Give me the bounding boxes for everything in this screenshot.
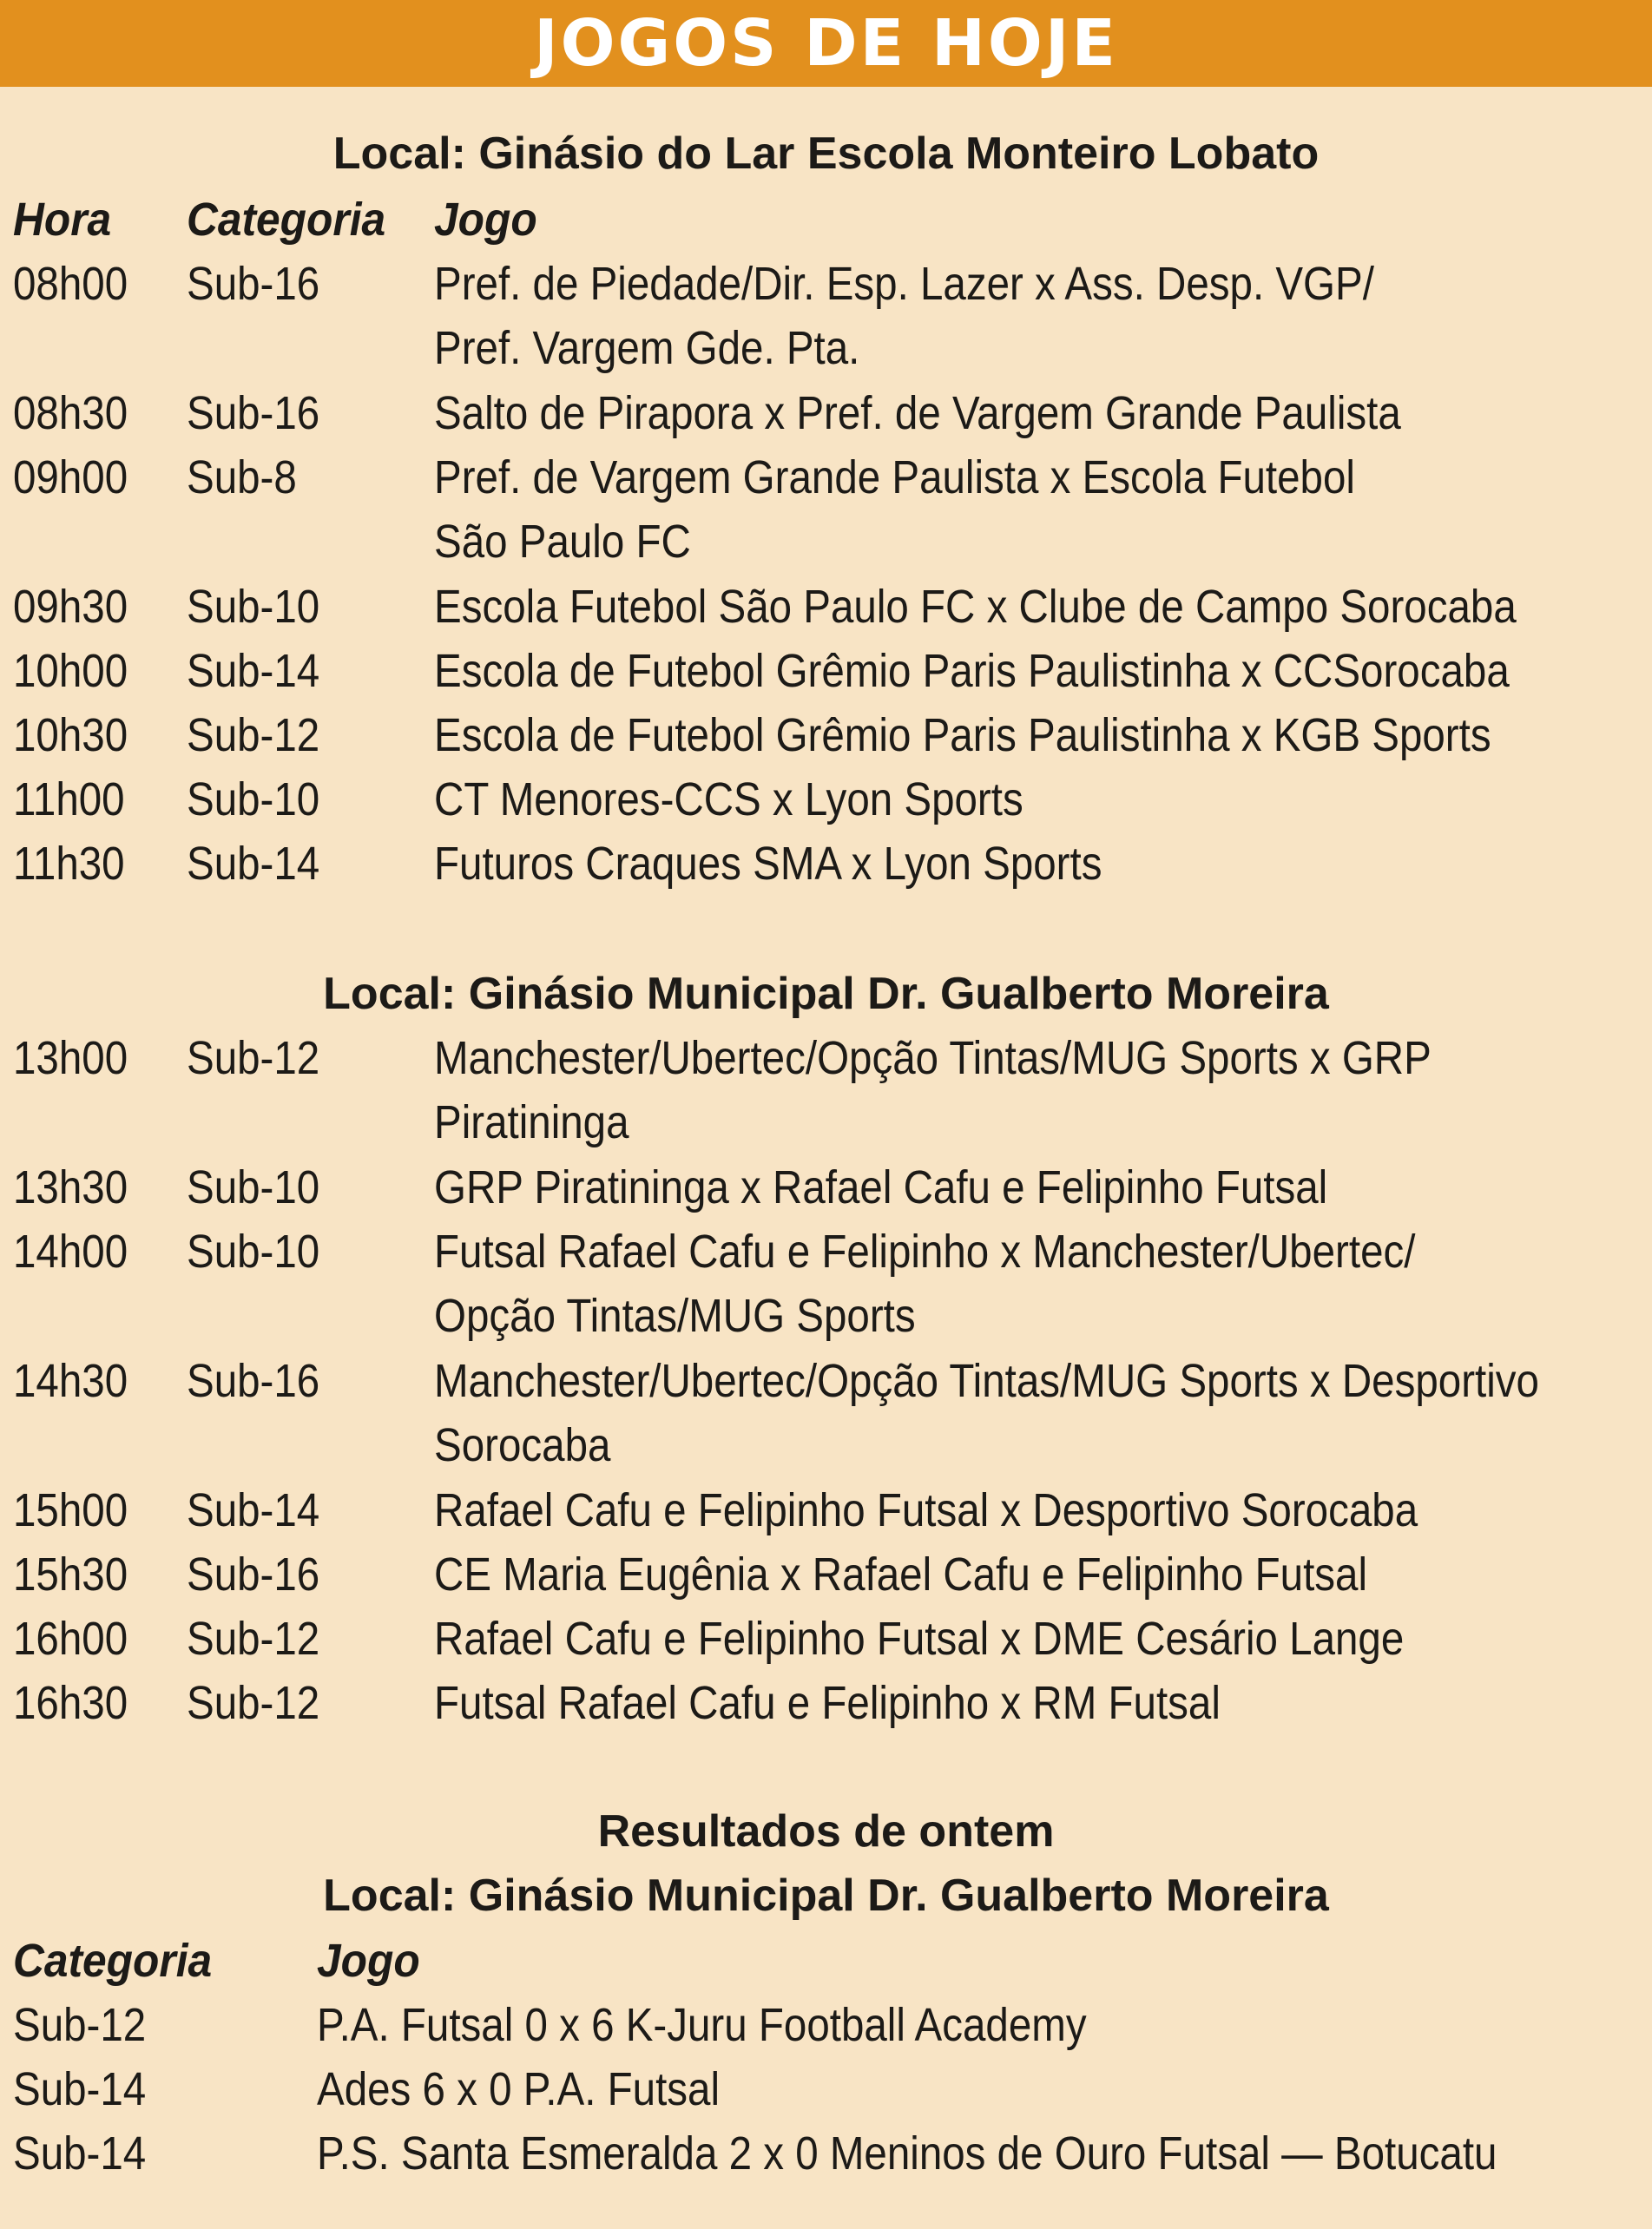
- table-row: [0, 2121, 1652, 2186]
- match-category: Sub-12: [187, 1032, 320, 1084]
- match-time: 13h30: [13, 1161, 128, 1213]
- match-teams: Futsal Rafael Cafu e Felipinho x RM Futsal: [434, 1677, 1221, 1729]
- match-category: Sub-12: [187, 709, 320, 761]
- match-category: Sub-10: [187, 1161, 320, 1213]
- table-row: [0, 1993, 1652, 2057]
- match-teams: Manchester/Ubertec/Opção Tintas/MUG Sports x GRP: [434, 1032, 1432, 1084]
- table-row: [0, 767, 1652, 832]
- table-row: [0, 1607, 1652, 1671]
- table-row: [0, 445, 1652, 574]
- match-category: Sub-14: [187, 838, 320, 890]
- header-time: Hora: [13, 194, 112, 246]
- match-category: Sub-16: [187, 387, 320, 439]
- match-time: 08h30: [13, 387, 128, 439]
- match-teams-continued: Piratininga: [434, 1096, 629, 1148]
- table-row: [0, 1671, 1652, 1735]
- match-time: 15h00: [13, 1484, 128, 1536]
- match-teams: Rafael Cafu e Felipinho Futsal x Desportivo Sorocaba: [434, 1484, 1418, 1536]
- match-time: 13h00: [13, 1032, 128, 1084]
- header-game: Jogo: [317, 1935, 420, 1987]
- match-teams: GRP Piratininga x Rafael Cafu e Felipinho Futsal: [434, 1161, 1328, 1213]
- match-category: Sub-16: [187, 1548, 320, 1601]
- match-category: Sub-10: [187, 1226, 320, 1278]
- match-time: 16h00: [13, 1613, 128, 1665]
- match-category: Sub-16: [187, 1355, 320, 1407]
- match-teams: Escola de Futebol Grêmio Paris Paulistinha x KGB Sports: [434, 709, 1491, 761]
- match-time: 08h00: [13, 258, 128, 310]
- match-time: 10h00: [13, 645, 128, 697]
- results-heading: Resultados de ontem: [597, 1806, 1055, 1857]
- table-row: [0, 1542, 1652, 1607]
- match-time: 16h30: [13, 1677, 128, 1729]
- match-time: 14h00: [13, 1226, 128, 1278]
- page-title: JOGOS DE HOJE: [534, 6, 1118, 81]
- match-category: Sub-14: [187, 645, 320, 697]
- match-time: 09h30: [13, 581, 128, 633]
- match-category: Sub-10: [187, 773, 320, 825]
- header-category: Categoria: [187, 194, 386, 246]
- match-category: Sub-16: [187, 258, 320, 310]
- match-teams-continued: Opção Tintas/MUG Sports: [434, 1290, 916, 1342]
- table-row: [0, 381, 1652, 445]
- match-teams: Manchester/Ubertec/Opção Tintas/MUG Sports x Desportivo: [434, 1355, 1539, 1407]
- table-row: [0, 1478, 1652, 1542]
- match-time: 10h30: [13, 709, 128, 761]
- result-score: P.S. Santa Esmeralda 2 x 0 Meninos de Ouro Futsal — Botucatu: [317, 2127, 1497, 2180]
- match-teams: CE Maria Eugênia x Rafael Cafu e Felipinho Futsal: [434, 1548, 1368, 1601]
- match-teams: Salto de Pirapora x Pref. de Vargem Grande Paulista: [434, 387, 1401, 439]
- venue2-heading: Local: Ginásio Municipal Dr. Gualberto Moreira: [323, 969, 1329, 1019]
- table-row: [0, 1026, 1652, 1154]
- match-category: Sub-8: [187, 451, 297, 503]
- results-venue-heading: Local: Ginásio Municipal Dr. Gualberto Moreira: [323, 1871, 1329, 1921]
- match-teams: CT Menores-CCS x Lyon Sports: [434, 773, 1023, 825]
- result-category: Sub-14: [13, 2127, 147, 2180]
- match-teams-continued: Sorocaba: [434, 1419, 611, 1471]
- table-row: [0, 2057, 1652, 2121]
- result-category: Sub-12: [13, 1999, 147, 2051]
- match-teams: Escola Futebol São Paulo FC x Clube de Campo Sorocaba: [434, 581, 1517, 633]
- match-teams-continued: São Paulo FC: [434, 516, 691, 568]
- match-teams: Escola de Futebol Grêmio Paris Paulistinha x CCSorocaba: [434, 645, 1510, 697]
- match-time: 09h00: [13, 451, 128, 503]
- match-time: 11h30: [13, 838, 125, 890]
- table-row: [0, 252, 1652, 380]
- match-category: Sub-10: [187, 581, 320, 633]
- table-row: [0, 1349, 1652, 1477]
- header-category: Categoria: [13, 1935, 213, 1987]
- venue1-heading: Local: Ginásio do Lar Escola Monteiro Lobato: [332, 128, 1320, 179]
- header-game: Jogo: [434, 194, 537, 246]
- match-category: Sub-12: [187, 1613, 320, 1665]
- match-teams: Pref. de Piedade/Dir. Esp. Lazer x Ass. Desp. VGP/: [434, 258, 1374, 310]
- match-teams: Futuros Craques SMA x Lyon Sports: [434, 838, 1102, 890]
- match-time: 14h30: [13, 1355, 128, 1407]
- match-category: Sub-14: [187, 1484, 320, 1536]
- match-category: Sub-12: [187, 1677, 320, 1729]
- match-time: 11h00: [13, 773, 125, 825]
- result-score: P.A. Futsal 0 x 6 K-Juru Football Academy: [317, 1999, 1087, 2051]
- table-row: [0, 832, 1652, 896]
- result-score: Ades 6 x 0 P.A. Futsal: [317, 2063, 721, 2115]
- match-teams: Pref. de Vargem Grande Paulista x Escola Futebol: [434, 451, 1355, 503]
- match-teams: Rafael Cafu e Felipinho Futsal x DME Cesário Lange: [434, 1613, 1405, 1665]
- table-row: [0, 575, 1652, 639]
- match-teams-continued: Pref. Vargem Gde. Pta.: [434, 322, 860, 374]
- table-row: [0, 1220, 1652, 1348]
- match-time: 15h30: [13, 1548, 128, 1601]
- table-row: [0, 1155, 1652, 1220]
- result-category: Sub-14: [13, 2063, 147, 2115]
- table-row: [0, 639, 1652, 703]
- title-banner: [0, 0, 1652, 87]
- match-teams: Futsal Rafael Cafu e Felipinho x Manchester/Ubertec/: [434, 1226, 1416, 1278]
- table-row: [0, 703, 1652, 767]
